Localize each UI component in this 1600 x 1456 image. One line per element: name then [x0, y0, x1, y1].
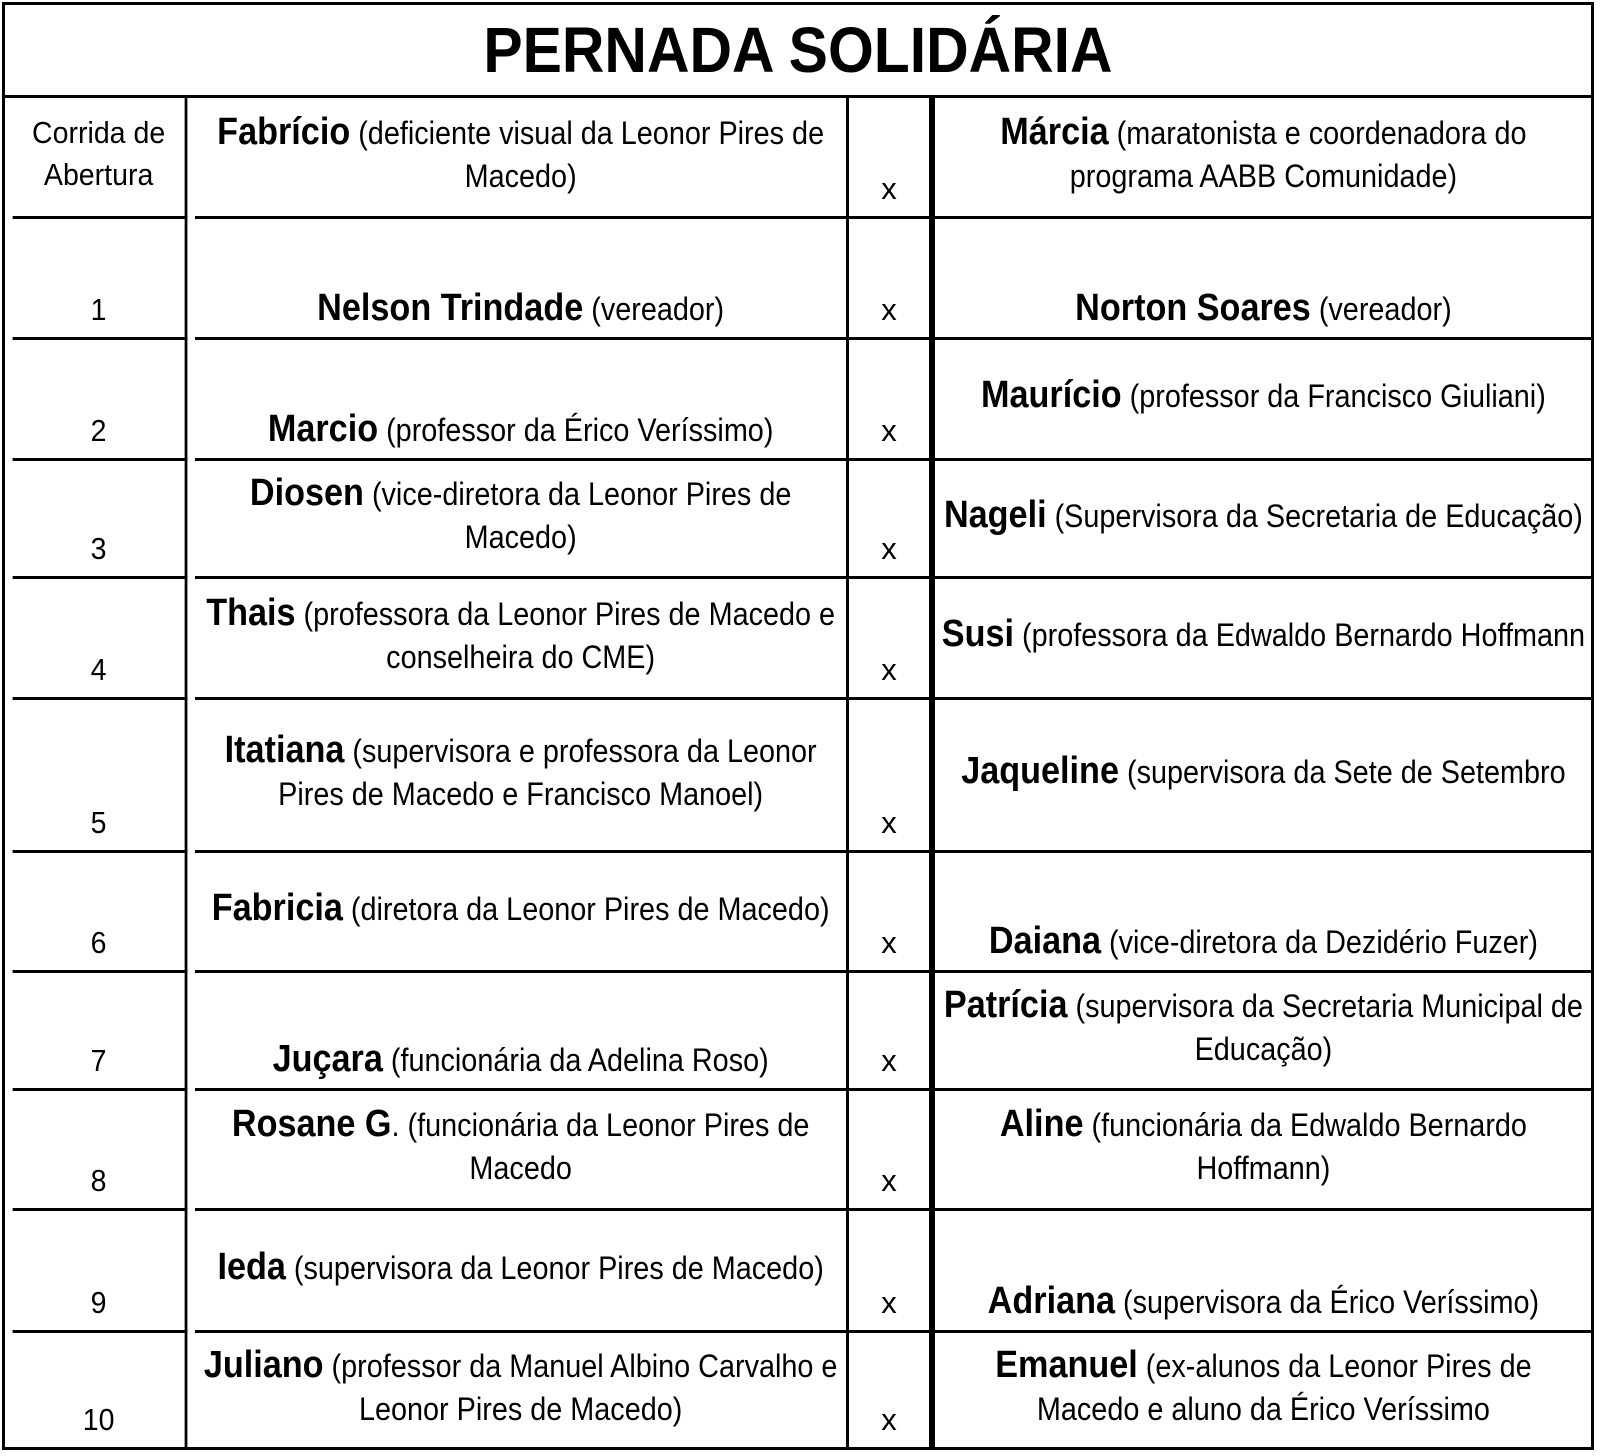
runner-name: Juliano — [203, 1343, 324, 1386]
runner-description: (vice-diretora da Leonor Pires de Macedo) — [363, 476, 792, 555]
runner-name: Thais — [206, 591, 296, 634]
race-label-cell — [13, 98, 188, 219]
runner-entry — [201, 1246, 839, 1290]
race-label: 9 — [90, 1285, 107, 1320]
runner-description: (funcionária da Edwaldo Bernardo Hoffmann) — [1083, 1107, 1527, 1186]
runner-name: Norton Soares — [1074, 287, 1311, 329]
versus-cell — [849, 1333, 935, 1447]
runner-entry — [941, 111, 1584, 198]
runner-name: Ieda — [217, 1245, 286, 1288]
runner-name: Nelson Trindade — [317, 287, 584, 329]
versus-symbol: x — [881, 1163, 897, 1198]
race-label: 5 — [90, 805, 107, 840]
versus-cell — [849, 1091, 935, 1211]
runner-description: (vereador) — [1310, 291, 1452, 327]
runner-entry — [201, 408, 839, 452]
runner-entry — [201, 592, 839, 679]
versus-symbol: x — [881, 531, 897, 566]
runner-entry — [201, 287, 839, 331]
versus-symbol: x — [881, 171, 897, 206]
versus-cell — [849, 1211, 935, 1333]
race-grid — [5, 98, 1591, 1447]
runner-name: Maurício — [980, 374, 1122, 416]
race-label: 3 — [90, 531, 107, 566]
runner-description: (professor da Manuel Albino Carvalho e Leonor Pires de Macedo) — [323, 1347, 838, 1427]
runner-name: Adriana — [987, 1280, 1115, 1322]
versus-symbol: x — [881, 413, 897, 448]
runner-description: (deficiente visual da Leonor Pires de Macedo) — [350, 114, 824, 194]
race-label: 2 — [90, 413, 107, 448]
runner-description: (vereador) — [583, 291, 724, 327]
race-label: 7 — [90, 1043, 107, 1078]
runner-entry — [941, 287, 1584, 331]
runner-name: Fabrício — [217, 110, 351, 153]
runner-description: (supervisora da Leonor Pires de Macedo) — [285, 1249, 824, 1286]
versus-cell — [849, 973, 935, 1091]
runner-right-cell — [935, 1333, 1591, 1447]
runner-description: (supervisora da Secretaria Municipal de Educação) — [1067, 988, 1583, 1067]
runner-name: Nageli — [943, 493, 1047, 536]
runner-entry — [201, 111, 839, 198]
runner-left-cell — [195, 219, 849, 340]
runner-description: (ex-alunos da Leonor Pires de Macedo e aluno da Érico Veríssimo — [1036, 1347, 1532, 1427]
runner-entry — [941, 374, 1584, 418]
versus-cell — [849, 853, 935, 973]
runner-right-cell — [935, 1211, 1591, 1333]
runner-name: Marcio — [267, 408, 378, 450]
title-row — [5, 5, 1591, 98]
runner-name: Patrícia — [943, 984, 1068, 1026]
runner-left-cell — [195, 1211, 849, 1333]
race-label: 1 — [90, 292, 107, 327]
race-label-cell — [13, 461, 188, 579]
runner-left-cell — [195, 973, 849, 1091]
runner-description: (professor da Francisco Giuliani) — [1121, 378, 1546, 414]
runner-description: (supervisora da Sete de Setembro — [1118, 754, 1566, 790]
runner-entry — [941, 750, 1584, 794]
runner-description: (supervisora e professora da Leonor Pires de Macedo e Francisco Manoel) — [277, 732, 817, 812]
runner-name: Diosen — [249, 472, 364, 514]
runner-right-cell — [935, 700, 1591, 853]
runner-entry — [941, 984, 1584, 1071]
versus-cell — [849, 219, 935, 340]
race-label-cell — [13, 853, 188, 973]
versus-symbol: x — [881, 292, 897, 327]
runner-description: (diretora da Leonor Pires de Macedo) — [342, 890, 830, 927]
versus-symbol: x — [881, 925, 897, 960]
race-label: 10 — [82, 1402, 115, 1437]
runner-right-cell — [935, 219, 1591, 340]
runner-name: Itatiana — [224, 728, 345, 771]
versus-cell — [849, 579, 935, 700]
race-label: 8 — [90, 1163, 107, 1198]
runner-right-cell — [935, 461, 1591, 579]
runner-entry — [941, 494, 1584, 538]
runner-right-cell — [935, 973, 1591, 1091]
runner-left-cell — [195, 853, 849, 973]
versus-cell — [849, 340, 935, 461]
race-label: 6 — [90, 925, 107, 960]
runner-entry — [201, 1344, 839, 1431]
runner-left-cell — [195, 340, 849, 461]
race-label: 4 — [90, 652, 107, 687]
runner-left-cell — [195, 461, 849, 579]
versus-symbol: x — [881, 652, 897, 687]
runner-right-cell — [935, 98, 1591, 219]
runner-left-cell — [195, 700, 849, 853]
runner-name: Susi — [941, 613, 1014, 655]
runner-description: (professora da Edwaldo Bernardo Hoffmann — [1013, 617, 1585, 653]
runner-description: (vice-diretora da Dezidério Fuzer) — [1100, 924, 1538, 960]
runner-name: Emanuel — [994, 1343, 1138, 1386]
runner-name: Jaqueline — [960, 750, 1119, 792]
race-label-cell — [13, 700, 188, 853]
runner-left-cell — [195, 1091, 849, 1211]
versus-cell — [849, 461, 935, 579]
versus-symbol: x — [881, 1285, 897, 1320]
runner-left-cell — [195, 1333, 849, 1447]
runner-description: (professora da Leonor Pires de Macedo e conselheira do CME) — [295, 595, 835, 675]
runner-left-cell — [195, 579, 849, 700]
versus-symbol: x — [881, 805, 897, 840]
runner-entry — [201, 1038, 839, 1082]
runner-entry — [941, 613, 1584, 657]
versus-cell — [849, 98, 935, 219]
runner-right-cell — [935, 853, 1591, 973]
versus-symbol: x — [881, 1402, 897, 1437]
runner-description: (supervisora da Érico Veríssimo) — [1114, 1284, 1539, 1320]
runner-right-cell — [935, 340, 1591, 461]
race-label-cell — [13, 1333, 188, 1447]
runner-name: Juçara — [272, 1038, 383, 1080]
race-label-cell — [13, 579, 188, 700]
runner-description: (funcionária da Adelina Roso) — [382, 1042, 769, 1078]
runner-entry — [201, 1103, 839, 1190]
race-label-cell — [13, 1091, 188, 1211]
runner-left-cell — [195, 98, 849, 219]
race-label-cell — [13, 1211, 188, 1333]
race-label-cell — [13, 340, 188, 461]
runner-right-cell — [935, 579, 1591, 700]
runner-entry — [941, 920, 1584, 964]
runner-entry — [941, 1344, 1584, 1431]
runner-name: Aline — [999, 1103, 1084, 1145]
runner-name: Fabricia — [211, 886, 343, 929]
runner-entry — [201, 887, 839, 931]
runner-entry — [201, 729, 839, 816]
runner-entry — [941, 1103, 1584, 1190]
runner-name: Márcia — [999, 110, 1109, 153]
runner-name: Daiana — [988, 920, 1101, 962]
runner-right-cell — [935, 1091, 1591, 1211]
race-label: Corrida de Abertura — [32, 115, 166, 192]
runner-description: . (funcionária da Leonor Pires de Macedo — [391, 1107, 810, 1186]
pernada-solidaria-table — [2, 2, 1594, 1450]
runner-entry — [941, 1280, 1584, 1324]
race-label-cell — [13, 219, 188, 340]
runner-description: (Supervisora da Secretaria de Educação) — [1046, 497, 1583, 534]
runner-entry — [201, 472, 839, 559]
race-label-cell — [13, 973, 188, 1091]
runner-description: (maratonista e coordenadora do programa AABB Comunidade) — [1069, 114, 1527, 194]
runner-name: Rosane G — [231, 1103, 392, 1145]
runner-description: (professor da Érico Veríssimo) — [377, 412, 774, 448]
page-title: PERNADA SOLIDÁRIA — [483, 14, 1113, 86]
versus-symbol: x — [881, 1043, 897, 1078]
versus-cell — [849, 700, 935, 853]
